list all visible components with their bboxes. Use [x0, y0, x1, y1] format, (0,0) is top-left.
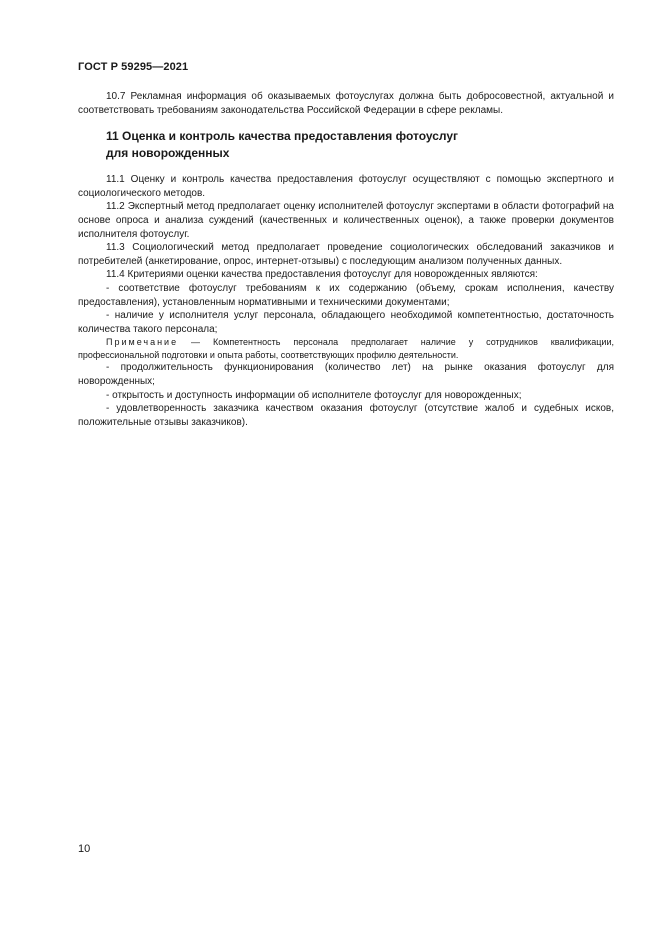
paragraph-11-4: 11.4 Критериями оценки качества предоставления фотоуслуг для новорожденных являются:	[106, 269, 538, 281]
document-header: ГОСТ Р 59295—2021	[78, 61, 189, 73]
paragraph-10-7: 10.7 Рекламная информация об оказываемых фотоуслугах должна быть добросовестной, актуальной и соответствовать требованиям законодательства Российской Федерации в сфере рекламы.	[78, 91, 614, 116]
list-item: - удовлетворенность заказчика качеством оказания фотоуслуг (отсутствие жалоб и судебных исков, положительные отзывы заказчиков).	[78, 403, 614, 428]
section-title-line-2: для новорожденных	[106, 146, 230, 161]
page-number: 10	[78, 843, 91, 855]
note-label: Примечание	[106, 337, 179, 348]
spacer	[78, 117, 614, 128]
list-item: - соответствие фотоуслуг требованиям к их содержанию (объему, срокам исполнения, качеству предоставления), установленным нормативными и техническими документами;	[78, 282, 614, 308]
paragraph-11-1: 11.1 Оценку и контроль качества предоставления фотоуслуг осуществляют с помощью экспертного и социологического методов.	[78, 174, 614, 199]
list-item: - продолжительность функционирования (количество лет) на рынке оказания фотоуслуг для новорожденных;	[78, 362, 614, 387]
section-title-line-1: 11 Оценка и контроль качества предоставления фотоуслуг	[106, 129, 459, 144]
paragraph-11-3: 11.3 Социологический метод предполагает проведение социологических обследований заказчиков и потребителей (анкетирование, опрос, интернет-отзывы) с последующим анализом полученных данных.	[78, 242, 614, 267]
list-item: - наличие у исполнителя услуг персонала, обладающего необходимой компетентностью, достаточность количества такого персонала;	[78, 310, 614, 335]
list-item: - открытость и доступность информации об исполнителе фотоуслуг для новорожденных;	[106, 389, 522, 401]
section-title	[78, 128, 614, 162]
document-body	[78, 90, 614, 429]
note	[78, 336, 614, 361]
spacer	[78, 162, 614, 173]
note-text: — Компетентность персонала предполагает наличие у сотрудников квалификации, профессиональной подготовки и опыта работы, соответствующих профилю деятельности.	[78, 337, 614, 360]
paragraph-11-2: 11.2 Экспертный метод предполагает оценку исполнителей фотоуслуг экспертами в области фотографий на основе опроса и анализа суждений (качественных и количественных оценок), а также проверки документов исполнителя фотоуслуг.	[78, 201, 614, 240]
